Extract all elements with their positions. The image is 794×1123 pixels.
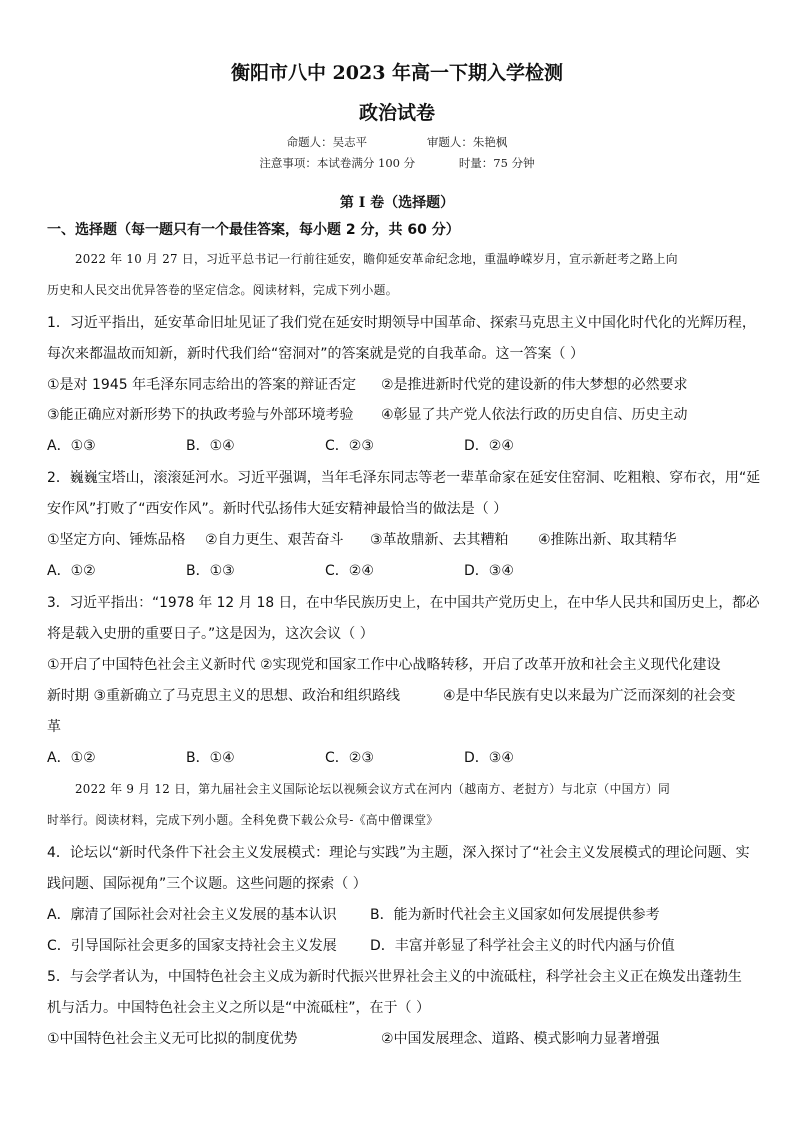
q4-option-c: C．引导国际社会更多的国家支持社会主义发展 <box>47 938 337 954</box>
section-instruction: 一、选择题（每一题只有一个最佳答案，每小题 2 分，共 60 分） <box>47 222 460 238</box>
material-2-line-1: 2022 年 9 月 12 日，第九届社会主义国际论坛以视频会议方式在河内（越南方、老挝方）与北京（中国方）同 <box>75 782 671 796</box>
q5-statement-1: ①中国特色社会主义无可比拟的制度优势 <box>47 1031 298 1047</box>
reviewer: 审题人：朱艳枫 <box>426 135 508 149</box>
q1-option-d: D．②④ <box>464 438 514 454</box>
q4-option-d: D．丰富并彰显了科学社会主义的时代内涵与价值 <box>370 938 675 954</box>
q1-option-a: A．①③ <box>47 438 96 454</box>
question-4-line-1: 4．论坛以“新时代条件下社会主义发展模式：理论与实践”为主题，深入探讨了“社会主义发展模式的理论问题、实 <box>47 845 750 861</box>
question-3-line-2: 将是载入史册的重要日子。”这是因为，这次会议（ ） <box>47 626 374 642</box>
q3-option-b: B．①④ <box>186 750 235 766</box>
q5-statement-2: ②中国发展理念、道路、模式影响力显著增强 <box>381 1031 660 1047</box>
question-1-line-2: 每次来都温故而知新，新时代我们给“窑洞对”的答案就是党的自我革命。这一答案（ ） <box>47 346 584 362</box>
q4-option-a: A．廓清了国际社会对社会主义发展的基本认识 <box>47 907 337 923</box>
notice: 注意事项：本试卷满分 100 分 <box>259 156 416 170</box>
q3-option-d: D．③④ <box>464 750 514 766</box>
q2-statement-4: ④推陈出新、取其精华 <box>538 532 677 548</box>
question-2-line-2: 安作风”打败了“西安作风”。新时代弘扬伟大延安精神最恰当的做法是（ ） <box>47 501 508 517</box>
time-limit: 时量：75 分钟 <box>458 156 535 170</box>
q1-option-c: C．②③ <box>325 438 374 454</box>
q1-statement-1: ①是对 1945 年毛泽东同志给出的答案的辩证否定 <box>47 377 357 393</box>
question-3-line-4a: 新时期 ③重新确立了马克思主义的思想、政治和组织路线 <box>47 688 400 704</box>
q1-statement-4: ④彰显了共产党人依法行政的历史自信、历史主动 <box>381 407 688 423</box>
q3-option-c: C．②③ <box>325 750 374 766</box>
material-1-line-1: 2022 年 10 月 27 日，习近平总书记一行前往延安，瞻仰延安革命纪念地，重温峥嵘岁月，宣示新赶考之路上向 <box>75 252 678 266</box>
q3-option-a: A．①② <box>47 750 96 766</box>
question-3-line-3: ①开启了中国特色社会主义新时代 ②实现党和国家工作中心战略转移，开启了改革开放和社会主义现代化建设 <box>47 657 721 673</box>
question-1-line-1: 1．习近平指出，延安革命旧址见证了我们党在延安时期领导中国革命、探索马克思主义中国化时代化的光辉历程， <box>47 315 756 331</box>
q2-option-b: B．①③ <box>186 563 235 579</box>
question-2-line-1: 2．巍巍宝塔山，滚滚延河水。习近平强调，当年毛泽东同志等老一辈革命家在延安住窑洞、吃粗粮、穿布衣，用“延 <box>47 470 761 486</box>
question-3-line-4b: ④是中华民族有史以来最为广泛而深刻的社会变 <box>443 688 736 704</box>
q2-option-d: D．③④ <box>464 563 514 579</box>
q2-option-c: C．②④ <box>325 563 374 579</box>
notice-line <box>0 155 794 171</box>
q1-statement-3: ③能正确应对新形势下的执政考验与外部环境考验 <box>47 407 354 423</box>
question-5-line-2: 机与活力。中国特色社会主义之所以是“中流砥柱”，在于（ ） <box>47 1000 430 1016</box>
q2-option-a: A．①② <box>47 563 96 579</box>
material-2-line-2: 时举行。阅读材料，完成下列小题。全科免费下载公众号-《高中僧课堂》 <box>47 813 439 827</box>
exam-title: 衡阳市八中 2023 年高一下期入学检测 <box>230 62 564 84</box>
section-title: 第 I 卷（选择题） <box>339 195 455 211</box>
question-4-line-2: 践问题、国际视角”三个议题。这些问题的探索（ ） <box>47 876 367 892</box>
q4-option-b: B．能为新时代社会主义国家如何发展提供参考 <box>370 907 660 923</box>
question-5-line-1: 5．与会学者认为，中国特色社会主义成为新时代振兴世界社会主义的中流砥柱，科学社会主义正在焕发出蓬勃生 <box>47 969 742 985</box>
q2-statement-3: ③革故鼎新、去其糟粕 <box>370 532 509 548</box>
q2-statement-2: ②自力更生、艰苦奋斗 <box>205 532 344 548</box>
question-3-line-5: 革 <box>47 719 61 735</box>
q2-statement-1: ①坚定方向、锤炼品格 <box>47 532 186 548</box>
subject-title: 政治试卷 <box>358 102 435 124</box>
setter: 命题人：吴志平 <box>286 135 368 149</box>
q1-statement-2: ②是推进新时代党的建设新的伟大梦想的必然要求 <box>381 377 688 393</box>
material-1-line-2: 历史和人民交出优异答卷的坚定信念。阅读材料，完成下列小题。 <box>47 283 398 297</box>
question-3-line-1: 3．习近平指出：“1978 年 12 月 18 日，在中华民族历史上，在中国共产党历史上，在中华人民共和国历史上，都必 <box>47 595 760 611</box>
q1-option-b: B．①④ <box>186 438 235 454</box>
authors-line <box>0 134 794 150</box>
